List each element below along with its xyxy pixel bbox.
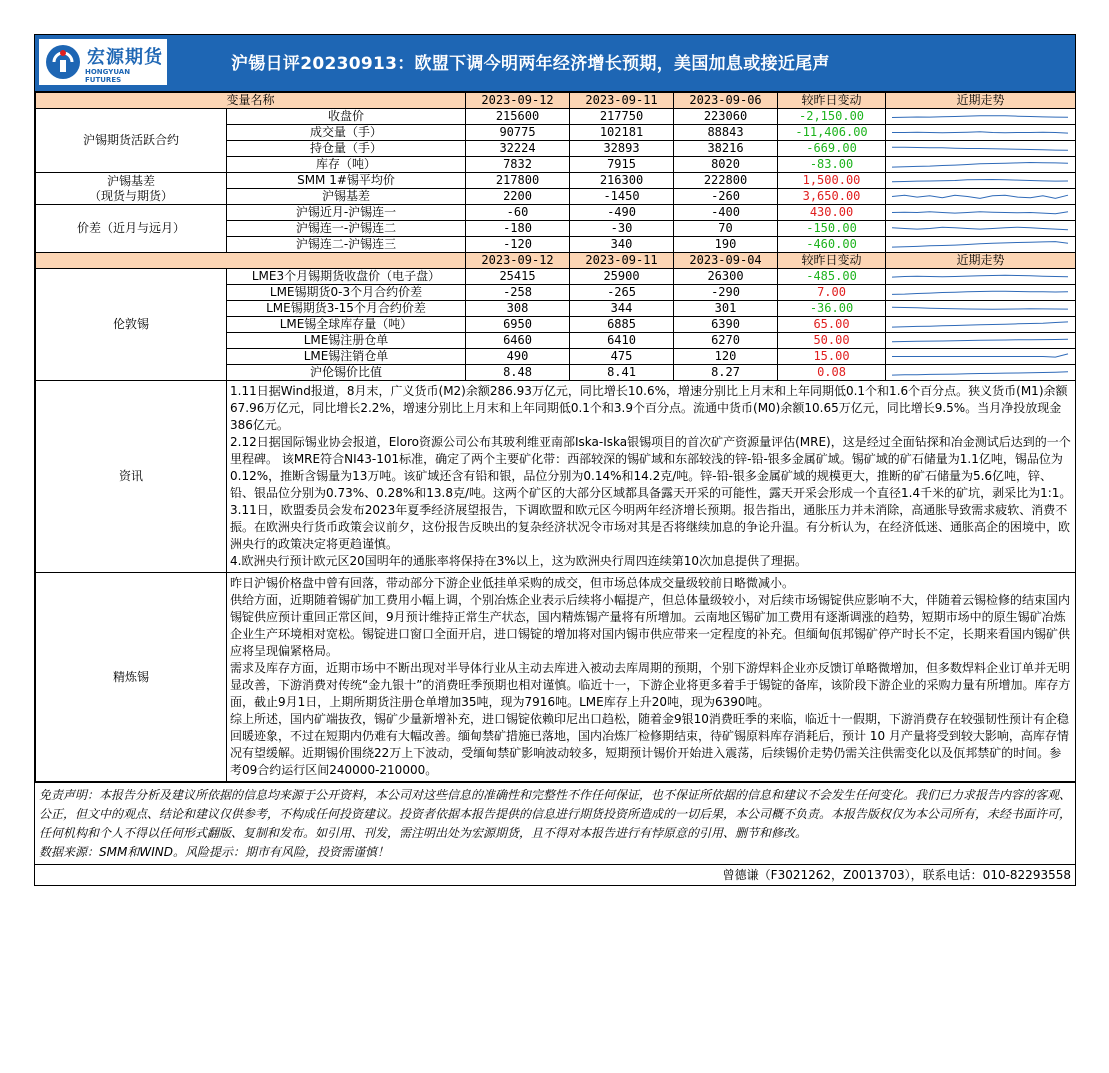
trend-sparkline-cell [886,269,1076,285]
trend-sparkline-cell [886,365,1076,381]
change-cell: 65.00 [778,317,886,333]
contact-footer: 曾德谦（F3021262，Z0013703），联系电话：010-82293558 [35,864,1075,885]
header-date: 2023-09-11 [570,253,674,269]
change-cell: -2,150.00 [778,109,886,125]
row-label: SMM 1#锡平均价 [227,173,466,189]
value-cell: 8.41 [570,365,674,381]
sparkline-path [892,227,1068,230]
trend-sparkline [886,157,1074,172]
trend-sparkline [886,333,1074,348]
disclaimer-text: 免责声明：本报告分析及建议所依据的信息均来源于公开资料，本公司对这些信息的准确性和完整性不作任何保证，也不保证所依据的信息和建议不会发生任何变化。我们已力求报告内容的客观、公正，但文中的观点、结论和建议仅供参考，不构成任何投资建议。投资者依据本报告提供的信息进行期货投资所造成的一切后果，本公司概不负责。本报告版权仅为本公司所有，未经书面许可，任何机构和个人不得以任何形式翻版、复制和发布。如引用、刊发，需注明出处为宏源期货，且不得对本报告进行有悖原意的引用、删节和修改。 [39,788,1072,840]
value-cell: -258 [466,285,570,301]
data-table [35,92,1076,782]
trend-sparkline [886,173,1074,188]
header-row [36,93,1076,109]
logo-text: 宏源期货 [87,47,163,68]
row-label: 成交量（手） [227,125,466,141]
value-cell: -120 [466,237,570,253]
company-logo [39,39,167,85]
group-label [36,109,227,173]
value-cell: 6460 [466,333,570,349]
value-cell: 88843 [674,125,778,141]
trend-sparkline [886,141,1074,156]
value-cell: 215600 [466,109,570,125]
row-label: LME锡注销仓单 [227,349,466,365]
trend-sparkline-cell [886,317,1076,333]
value-cell: 8.48 [466,365,570,381]
news-text [227,381,1076,573]
trend-sparkline [886,301,1074,316]
value-cell: 475 [570,349,674,365]
value-cell: 8.27 [674,365,778,381]
trend-sparkline [886,189,1074,204]
group-label-text: 沪锡基差 [106,173,155,188]
value-cell: 8020 [674,157,778,173]
value-cell: 90775 [466,125,570,141]
value-cell: 344 [570,301,674,317]
group-label-text: 价差（近月与远月） [76,221,185,235]
change-cell: -485.00 [778,269,886,285]
trend-sparkline-cell [886,173,1076,189]
trend-sparkline [886,317,1074,332]
value-cell: 308 [466,301,570,317]
value-cell: 6410 [570,333,674,349]
paragraph: 4.欧洲央行预计欧元区20国明年的通胀率将保持在3%以上，这为欧洲央行周四连续第10次加息提供了理据。 [230,554,808,568]
sparkline-path [892,291,1068,294]
change-cell: 0.08 [778,365,886,381]
sparkline-path [892,242,1068,248]
change-cell: 1,500.00 [778,173,886,189]
value-cell: 32224 [466,141,570,157]
value-cell: 2200 [466,189,570,205]
value-cell: 223060 [674,109,778,125]
row-label: 库存（吨） [227,157,466,173]
change-cell: 3,650.00 [778,189,886,205]
change-cell: 7.00 [778,285,886,301]
paragraph: 1.11日据Wind报道，8月末，广义货币(M2)余额286.93万亿元，同比增长10.6%，增速分别比上月末和上年同期低0.1个和1.6个百分点。狭义货币(M1)余额67.96万亿元，同比增长2.2%，增速分别比上月末和上年同期低0.1个和3.9个百分点。流通中货币(M0)余额10.65万亿元，同比增长9.5%。当月净投放现金386亿元。 [230,384,1068,432]
value-cell: 38216 [674,141,778,157]
header-date: 2023-09-12 [466,253,570,269]
paragraph: 综上所述，国内矿端抜孜，锡矿少量新增补充，进口锡锭依赖印尼出口趋松，随着金9银10消费旺季的来临，临近十一假期，下游消费存在较强韧性预计有企稳回暖迹象，不过在短期内仍难有大幅改善。缅甸禁矿措施已落地，国内冶炼厂检修期结束，待矿锡原料库存消耗后，预计 10 月产量将受到较大影响，高库存情况有望缓解。近期锡价围绕22万上下波动，受缅甸禁矿影响波动较多，短期预计锡价开始进入震荡，后续锡价走势仍需关注供需变化以及佤邦禁矿的时间。参考09合约运行区间240000-210000。 [230,712,1069,777]
trend-sparkline-cell [886,125,1076,141]
group-label [36,269,227,381]
disclaimer [35,782,1075,864]
value-cell: 70 [674,221,778,237]
row-label: LME3个月锡期货收盘价（电子盘） [227,269,466,285]
trend-sparkline [886,221,1074,236]
value-cell: 301 [674,301,778,317]
value-cell: 120 [674,349,778,365]
data-source-text: 数据来源：SMM和WIND。风险提示：期市有风险，投资需谨慎！ [39,845,389,859]
value-cell: 340 [570,237,674,253]
trend-sparkline [886,349,1074,364]
paragraph: 需求及库存方面，近期市场中不断出现对半导体行业从主动去库进入被动去库周期的预期，个别下游焊料企业亦反馈订单略微增加，但多数焊料企业订单并无明显改善，下游消费对传统“金九银十”的消费旺季预期也相对谨慎。临近十一，下游企业将更多着手于锡锭的备库，该阶段下游企业的采购力量有所增加。库存方面，截止9月1日，上期所期货注册仓单增加35吨，现为7916吨。LME库存上升20吨，现为6390吨。 [230,661,1071,709]
value-cell: 6270 [674,333,778,349]
row-label: 沪锡连二-沪锡连三 [227,237,466,253]
trend-sparkline [886,269,1074,284]
sparkline-path [892,116,1068,118]
value-cell: 7832 [466,157,570,173]
header-change: 较昨日变动 [778,253,886,269]
value-cell: -60 [466,205,570,221]
change-cell: -36.00 [778,301,886,317]
row-label: 收盘价 [227,109,466,125]
paragraph: 供给方面，近期随着锡矿加工费用小幅上调，个别冶炼企业表示后续将小幅提产，但总体量级较小，对后续市场锡锭供应影响不大，伴随着云锡检修的结束国内锡锭供应预计重回正常区间，9月预计维持正常生产状态，国内精炼锡产量将有所增加。云南地区锡矿加工费用有逐渐调涨的趋势，短期市场中的原生锡矿冶炼企业生产环境相对宽松。锡锭进口窗口全面开启，进口锡锭的增加将对国内锡市供应带来一定程度的补充。但缅甸佤邦锡矿停产时长不定，长期来看国内锡矿供应将呈现偏紧格局。 [230,593,1071,658]
sparkline-path [892,339,1068,342]
change-cell: 50.00 [778,333,886,349]
logo-icon [43,43,83,81]
trend-sparkline-cell [886,221,1076,237]
trend-sparkline-cell [886,333,1076,349]
trend-sparkline-cell [886,141,1076,157]
trend-sparkline-cell [886,157,1076,173]
trend-sparkline [886,125,1074,140]
sparkline-path [892,147,1068,150]
row-label: 沪锡近月-沪锡连一 [227,205,466,221]
header-var-name: 变量名称 [36,93,466,109]
row-label: 持仓量（手） [227,141,466,157]
value-cell: 102181 [570,125,674,141]
sparkline-path [892,307,1068,309]
table-row [36,269,1076,285]
value-cell: -290 [674,285,778,301]
sparkline-path [892,195,1068,198]
sparkline-path [892,212,1068,214]
row-label: LME锡期货3-15个月合约价差 [227,301,466,317]
trend-sparkline-cell [886,109,1076,125]
group-label-text: （现货与期货） [88,188,173,203]
trend-sparkline-cell [886,205,1076,221]
value-cell: -400 [674,205,778,221]
sparkline-path [892,163,1068,168]
title-banner [35,35,1075,92]
change-cell: 15.00 [778,349,886,365]
paragraph: 昨日沪锡价格盘中曾有回落，带动部分下游企业低挂单采购的成交，但市场总体成交量级较前日略微减小。 [230,576,795,590]
value-cell: 222800 [674,173,778,189]
value-cell: 32893 [570,141,674,157]
value-cell: 490 [466,349,570,365]
value-cell: -30 [570,221,674,237]
row-label: LME锡期货0-3个月合约价差 [227,285,466,301]
trend-sparkline [886,237,1074,252]
paragraph: 2.12日据国际锡业协会报道，Eloro资源公司公布其玻利维亚南部Iska-Iska银锡项目的首次矿产资源量评估(MRE)，这是经过全面钻探和冶金测试后达到的一个里程碑。 该MRE符合NI43-101标准，确定了两个主要矿化带：西部较深的锡矿域和东部较浅的锌-铅-银多金属矿域。锡矿域的矿石储量为1.1亿吨，锡品位为0.12%，推断含锡量为13万吨。该矿域还含有铅和银，品位分别为0.14%和14.2克/吨。锌-铅-银多金属矿域的规模更大，推断的矿石储量为5.6亿吨，锌、铅、银品位分别为0.73%、0.28%和13.8克/吨。这两个矿区的大部分区域都具备露天开采的可能性，露天开采会形成一个直径1.4千米的矿坑，剥采比为1:1。 [230,435,1072,500]
row-label: LME锡全球库存量（吨） [227,317,466,333]
header-date: 2023-09-11 [570,93,674,109]
table-row [36,109,1076,125]
trend-sparkline [886,285,1074,300]
table-row [36,173,1076,189]
group-label-text: 沪锡期货活跃合约 [82,133,179,147]
trend-sparkline-cell [886,237,1076,253]
news-section [36,381,1076,573]
value-cell: 217800 [466,173,570,189]
trend-sparkline [886,365,1074,380]
value-cell: -1450 [570,189,674,205]
refined-tin-section [36,573,1076,782]
group-label-text: 伦敦锡 [112,317,149,331]
logo-subtext: HONGYUAN FUTURES [85,68,131,84]
trend-sparkline-cell [886,301,1076,317]
header-date: 2023-09-06 [674,93,778,109]
row-label: 沪锡基差 [227,189,466,205]
value-cell: 7915 [570,157,674,173]
value-cell: 6950 [466,317,570,333]
row-label: 沪伦锡价比值 [227,365,466,381]
refined-tin-label: 精炼锡 [36,573,227,782]
change-cell: -11,406.00 [778,125,886,141]
value-cell: -180 [466,221,570,237]
header-date: 2023-09-04 [674,253,778,269]
trend-sparkline [886,109,1074,124]
trend-sparkline-cell [886,285,1076,301]
value-cell: 6390 [674,317,778,333]
value-cell: -265 [570,285,674,301]
row-label: LME锡注册仓单 [227,333,466,349]
paragraph: 3.11日，欧盟委员会发布2023年夏季经济展望报告，下调欧盟和欧元区今明两年经济增长预期。报告指出，通胀压力并未消除，高通胀导致需求疲软、消费不振。在欧洲央行货币政策会议前夕，这份报告反映出的复杂经济状况令市场对其是否将继续加息的争论升温。有分析认为，在经济低迷、通胀高企的困境中，欧洲央行的政策决定将更趋谨慎。 [230,503,1071,551]
sparkline-path [892,354,1068,357]
change-cell: -150.00 [778,221,886,237]
change-cell: -83.00 [778,157,886,173]
sparkline-path [892,322,1068,327]
value-cell: -490 [570,205,674,221]
value-cell: 25415 [466,269,570,285]
refined-tin-text [227,573,1076,782]
header-blank [36,253,466,269]
value-cell: 26300 [674,269,778,285]
sparkline-path [892,372,1068,375]
trend-sparkline-cell [886,349,1076,365]
group-label [36,173,227,205]
value-cell: 217750 [570,109,674,125]
change-cell: 430.00 [778,205,886,221]
change-cell: -669.00 [778,141,886,157]
header-row [36,253,1076,269]
trend-sparkline [886,205,1074,220]
header-trend: 近期走势 [886,93,1076,109]
table-row [36,205,1076,221]
sparkline-path [892,275,1068,277]
value-cell: 25900 [570,269,674,285]
value-cell: 216300 [570,173,674,189]
value-cell: 6885 [570,317,674,333]
header-date: 2023-09-12 [466,93,570,109]
trend-sparkline-cell [886,189,1076,205]
sparkline-path [892,132,1068,133]
group-label [36,205,227,253]
value-cell: 190 [674,237,778,253]
change-cell: -460.00 [778,237,886,253]
row-label: 沪锡连一-沪锡连二 [227,221,466,237]
header-change: 较昨日变动 [778,93,886,109]
report [34,34,1076,886]
header-trend: 近期走势 [886,253,1076,269]
sparkline-path [892,180,1068,182]
news-label: 资讯 [36,381,227,573]
value-cell: -260 [674,189,778,205]
report-title: 沪锡日评20230913：欧盟下调今明两年经济增长预期，美国加息或接近尾声 [231,54,830,74]
